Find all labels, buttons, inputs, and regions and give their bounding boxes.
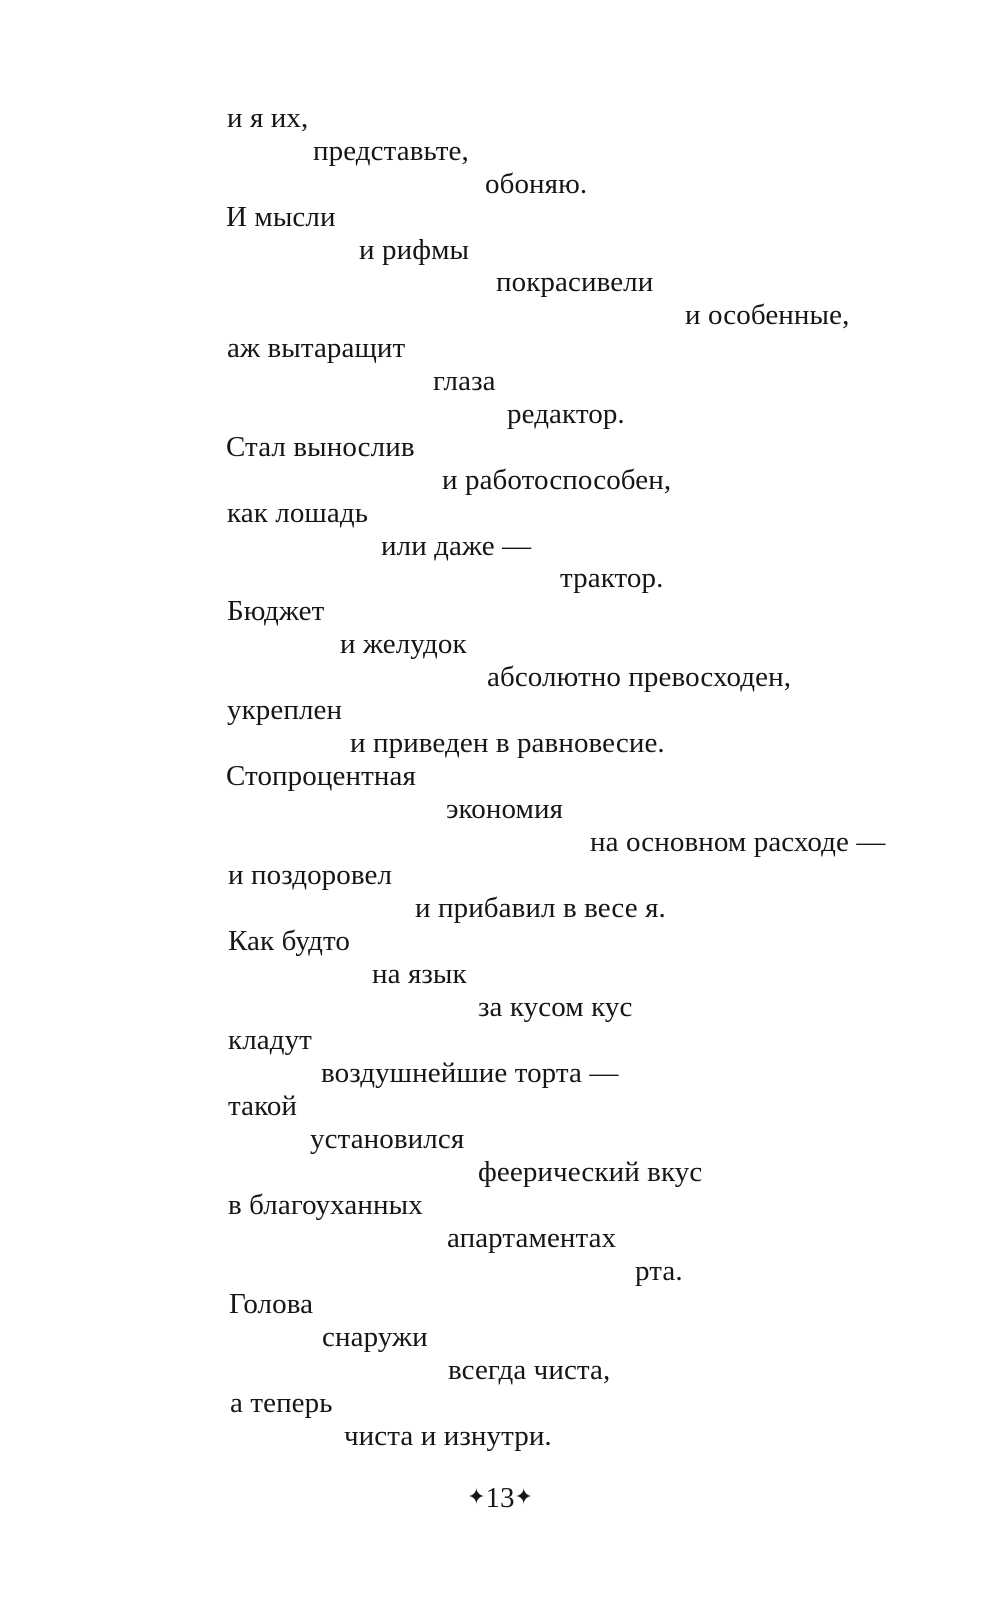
poem-line: и работоспособен,	[442, 464, 672, 496]
poem-line: Стопроцентная	[226, 760, 416, 792]
poem-line: трактор.	[560, 562, 664, 594]
poem-line: Стал вынослив	[226, 431, 415, 463]
poem-line: чиста и изнутри.	[344, 1420, 552, 1452]
poem-line: обоняю.	[485, 168, 588, 200]
poem-line: установился	[310, 1123, 465, 1155]
poem-line: кладут	[228, 1024, 312, 1056]
poem-line: глаза	[433, 365, 496, 397]
poem-line: и особенные,	[685, 299, 850, 331]
poem-line: за кусом кус	[478, 991, 633, 1023]
poem-line: всегда чиста,	[448, 1354, 611, 1386]
poem-line: феерический вкус	[478, 1156, 703, 1188]
poem-line: на язык	[372, 958, 467, 990]
poem-line: в благоуханных	[228, 1189, 423, 1221]
poem-line: И мысли	[226, 201, 336, 233]
star-ornament-icon: ✦	[467, 1484, 486, 1509]
poem-line: и прибавил в весе я.	[415, 892, 666, 924]
poem-line: а теперь	[230, 1387, 333, 1419]
poem-line: экономия	[446, 793, 564, 825]
page-number-text: 13	[485, 1482, 515, 1514]
page-number	[0, 1484, 1000, 1513]
poem-line: Как будто	[228, 925, 350, 957]
poem-line: Бюджет	[227, 595, 325, 627]
poem-line: как лошадь	[227, 497, 369, 529]
poem-line: такой	[228, 1090, 298, 1122]
poem-line: рта.	[635, 1255, 683, 1287]
poem-line: и желудок	[340, 628, 467, 660]
poem-line: покрасивели	[496, 266, 654, 298]
poem-line: и приведен в равновесие.	[350, 727, 665, 759]
poem-line: укреплен	[227, 694, 343, 726]
poem-line: представьте,	[313, 135, 469, 167]
poem-line: и я их,	[227, 102, 309, 134]
poem-line: аж вытаращит	[227, 332, 406, 364]
poem-line: редактор.	[507, 398, 625, 430]
poem-line: или даже —	[381, 530, 532, 562]
poem-line: абсолютно превосходен,	[487, 661, 792, 693]
poem-line: и рифмы	[359, 234, 470, 266]
poem-line: снаружи	[322, 1321, 428, 1353]
poem-line: Голова	[229, 1288, 314, 1320]
poem-line: апартаментах	[447, 1222, 617, 1254]
star-ornament-icon: ✦	[514, 1484, 533, 1509]
poem-line: на основном расходе —	[590, 826, 886, 858]
poem-line: и поздоровел	[228, 859, 393, 891]
poem-line: воздушнейшие торта —	[321, 1057, 619, 1089]
